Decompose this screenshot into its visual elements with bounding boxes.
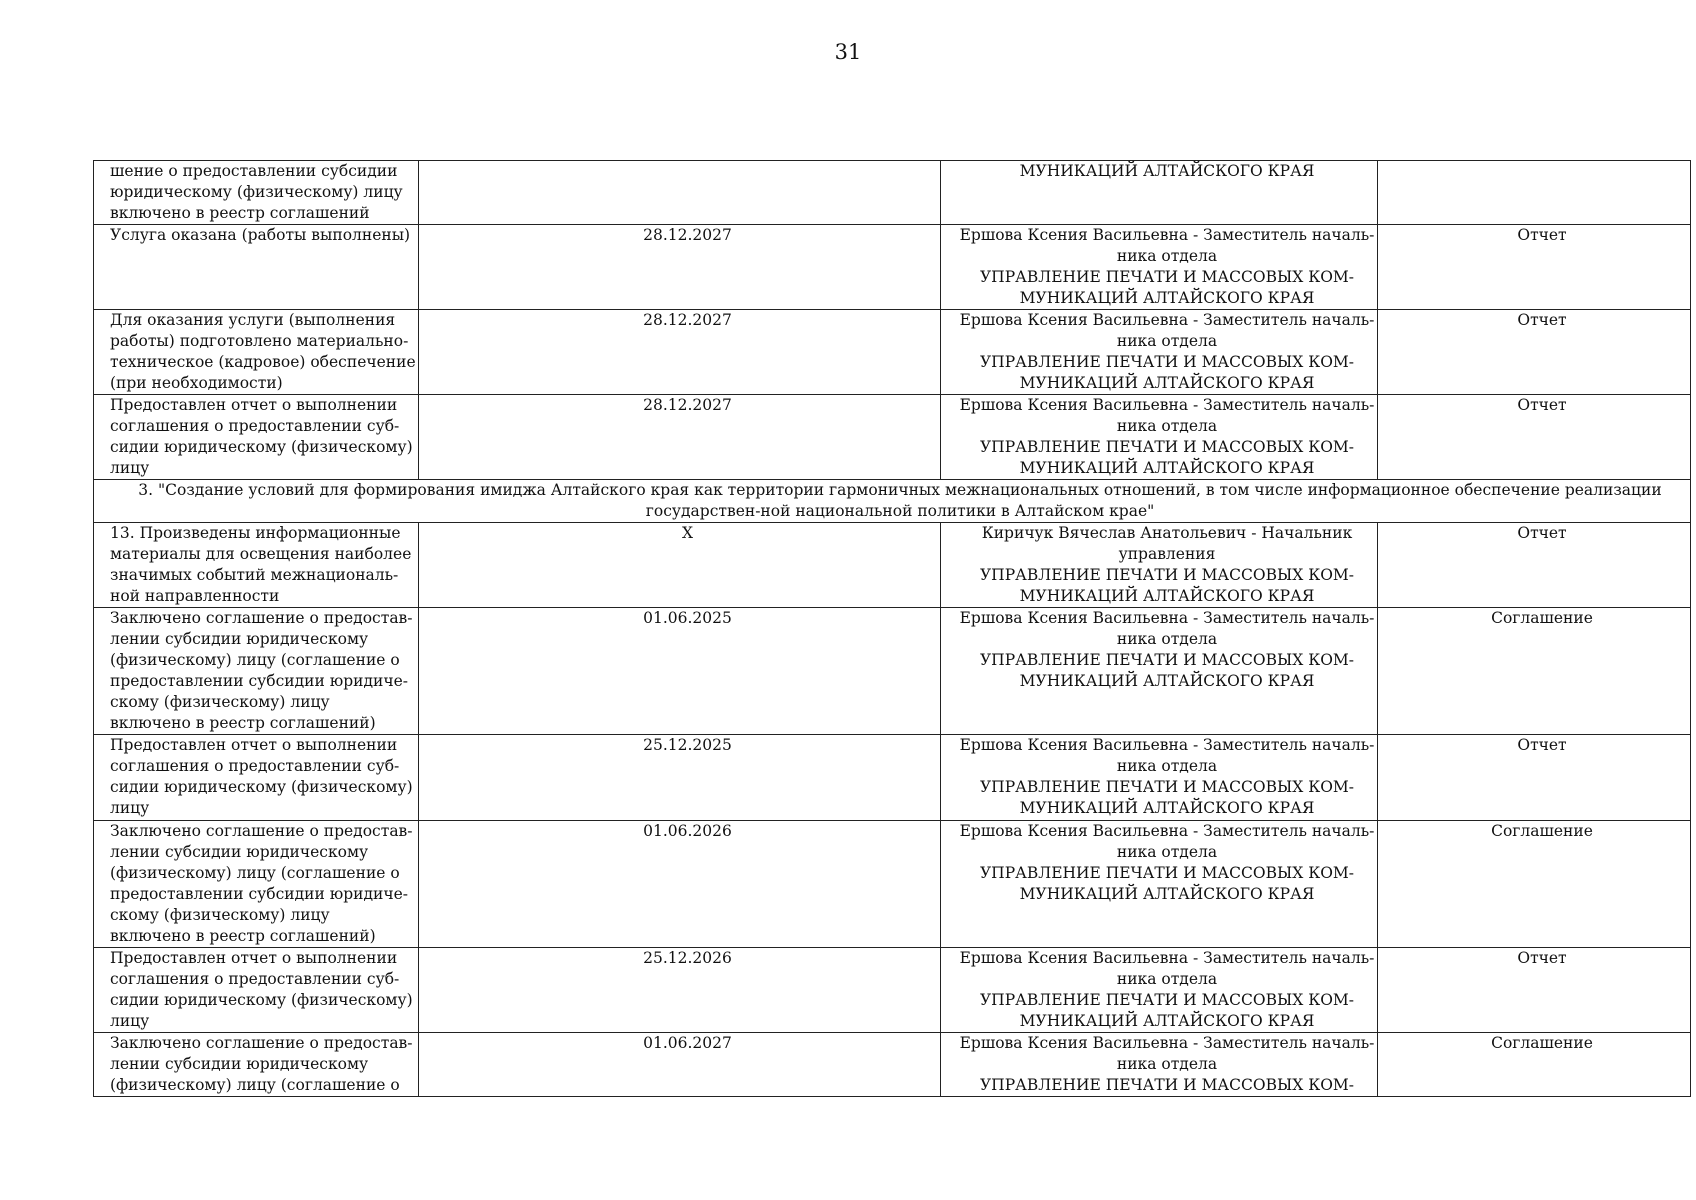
- responsible-cell: [941, 821, 1378, 948]
- document-type: Отчет: [1517, 524, 1567, 542]
- responsible-cell: [941, 161, 1378, 225]
- deadline-cell: [419, 608, 941, 735]
- table-row: [94, 821, 1691, 948]
- deadline-cell: [419, 948, 941, 1033]
- document-type: Отчет: [1517, 311, 1567, 329]
- event-description: Для оказания услуги (выполнения работы) подготовлено материально- техническое (кадровое) обеспечение (при необходимости): [110, 311, 416, 392]
- event-description-cell: [94, 948, 419, 1033]
- responsible-person: Ершова Ксения Васильевна - Заместитель началь- ника отдела: [959, 609, 1375, 648]
- document-type-cell: [1378, 948, 1691, 1033]
- document-type: Отчет: [1517, 396, 1567, 414]
- responsible-organization: УПРАВЛЕНИЕ ПЕЧАТИ И МАССОВЫХ КОМ- МУНИКАЦИЙ АЛТАЙСКОГО КРАЯ: [979, 268, 1355, 307]
- responsible-cell: [941, 310, 1378, 395]
- event-description: шение о предоставлении субсидии юридическому (физическому) лицу включено в реестр соглашений: [110, 162, 403, 222]
- responsible-organization: УПРАВЛЕНИЕ ПЕЧАТИ И МАССОВЫХ КОМ-: [979, 1076, 1355, 1094]
- responsible-cell: [941, 735, 1378, 821]
- responsible-organization: УПРАВЛЕНИЕ ПЕЧАТИ И МАССОВЫХ КОМ- МУНИКАЦИЙ АЛТАЙСКОГО КРАЯ: [979, 353, 1355, 392]
- table-row: [94, 225, 1691, 310]
- deadline-date: 01.06.2025: [643, 609, 732, 627]
- section-title: 3. "Создание условий для формирования имиджа Алтайского края как территории гармоничных межнациональных отношений, в том числе информационное обеспечение реализации государствен-ной национальной политики в Алтайском крае": [138, 481, 1662, 520]
- deadline-date: 25.12.2026: [643, 949, 732, 967]
- document-type-cell: [1378, 1033, 1691, 1097]
- table-row: [94, 161, 1691, 225]
- deadline-date: 25.12.2025: [643, 736, 732, 754]
- section-title-cell: [94, 480, 1691, 523]
- responsible-organization: УПРАВЛЕНИЕ ПЕЧАТИ И МАССОВЫХ КОМ- МУНИКАЦИЙ АЛТАЙСКОГО КРАЯ: [979, 778, 1355, 817]
- deadline-cell: [419, 310, 941, 395]
- event-description: 13. Произведены информационные материалы для освещения наиболее значимых событий межнациональ- ной направленности: [110, 524, 412, 605]
- table-row: [94, 735, 1691, 821]
- responsible-person: Ершова Ксения Васильевна - Заместитель началь- ника отдела: [959, 1034, 1375, 1073]
- responsible-organization: УПРАВЛЕНИЕ ПЕЧАТИ И МАССОВЫХ КОМ- МУНИКАЦИЙ АЛТАЙСКОГО КРАЯ: [979, 864, 1355, 903]
- responsible-cell: [941, 395, 1378, 480]
- event-description-cell: [94, 395, 419, 480]
- page-number: 31: [834, 40, 862, 64]
- event-description-cell: [94, 310, 419, 395]
- responsible-person: Ершова Ксения Васильевна - Заместитель началь- ника отдела: [959, 311, 1375, 350]
- event-description: Предоставлен отчет о выполнении соглашения о предоставлении суб- сидии юридическому (физическому) лицу: [110, 736, 413, 817]
- responsible-cell: [941, 225, 1378, 310]
- deadline-cell: [419, 161, 941, 225]
- responsible-organization: УПРАВЛЕНИЕ ПЕЧАТИ И МАССОВЫХ КОМ- МУНИКАЦИЙ АЛТАЙСКОГО КРАЯ: [979, 651, 1355, 690]
- event-description: Заключено соглашение о предостав- лении субсидии юридическому (физическому) лицу (соглашение о предоставлении субсидии юридиче- скому (физическому) лицу включено в реестр соглашений): [110, 609, 413, 732]
- event-description: Заключено соглашение о предостав- лении субсидии юридическому (физическому) лицу (соглашение о: [110, 1034, 413, 1094]
- document-type: Отчет: [1517, 736, 1567, 754]
- responsible-person: Киричук Вячеслав Анатольевич - Начальник управления: [981, 524, 1353, 563]
- deadline-date: 28.12.2027: [643, 311, 732, 329]
- document-type-cell: [1378, 310, 1691, 395]
- document-type-cell: [1378, 821, 1691, 948]
- responsible-person: Ершова Ксения Васильевна - Заместитель началь- ника отдела: [959, 396, 1375, 435]
- document-type-cell: [1378, 523, 1691, 608]
- table-row: [94, 310, 1691, 395]
- table-row: [94, 395, 1691, 480]
- document-type: Соглашение: [1491, 609, 1593, 627]
- event-description: Предоставлен отчет о выполнении соглашения о предоставлении суб- сидии юридическому (физическому) лицу: [110, 949, 413, 1030]
- deadline-date: 01.06.2026: [643, 822, 732, 840]
- deadline-cell: [419, 735, 941, 821]
- document-type: Отчет: [1517, 226, 1567, 244]
- responsible-person: Ершова Ксения Васильевна - Заместитель началь- ника отдела: [959, 736, 1375, 775]
- responsible-organization: УПРАВЛЕНИЕ ПЕЧАТИ И МАССОВЫХ КОМ- МУНИКАЦИЙ АЛТАЙСКОГО КРАЯ: [979, 566, 1355, 605]
- deadline-cell: [419, 1033, 941, 1097]
- document-type-cell: [1378, 225, 1691, 310]
- responsible-cell: [941, 948, 1378, 1033]
- document-type: Отчет: [1517, 949, 1567, 967]
- responsible-person: Ершова Ксения Васильевна - Заместитель началь- ника отдела: [959, 226, 1375, 265]
- control-points-table: [93, 160, 1691, 1097]
- responsible-person: Ершова Ксения Васильевна - Заместитель началь- ника отдела: [959, 949, 1375, 988]
- deadline-date: 01.06.2027: [643, 1034, 732, 1052]
- event-description-cell: [94, 735, 419, 821]
- event-description-cell: [94, 1033, 419, 1097]
- document-type-cell: [1378, 735, 1691, 821]
- event-description-cell: [94, 608, 419, 735]
- event-description-cell: [94, 225, 419, 310]
- responsible-organization: МУНИКАЦИЙ АЛТАЙСКОГО КРАЯ: [1019, 162, 1315, 180]
- responsible-cell: [941, 523, 1378, 608]
- responsible-person: Ершова Ксения Васильевна - Заместитель началь- ника отдела: [959, 822, 1375, 861]
- table-row: [94, 948, 1691, 1033]
- responsible-organization: УПРАВЛЕНИЕ ПЕЧАТИ И МАССОВЫХ КОМ- МУНИКАЦИЙ АЛТАЙСКОГО КРАЯ: [979, 991, 1355, 1030]
- document-type: Соглашение: [1491, 822, 1593, 840]
- document-type-cell: [1378, 161, 1691, 225]
- deadline-date: 28.12.2027: [643, 226, 732, 244]
- responsible-cell: [941, 608, 1378, 735]
- document-type-cell: [1378, 395, 1691, 480]
- document-type-cell: [1378, 608, 1691, 735]
- document-type: Соглашение: [1491, 1034, 1593, 1052]
- table-row: [94, 1033, 1691, 1097]
- deadline-date: 28.12.2027: [643, 396, 732, 414]
- event-description-cell: [94, 523, 419, 608]
- deadline-cell: [419, 821, 941, 948]
- responsible-organization: УПРАВЛЕНИЕ ПЕЧАТИ И МАССОВЫХ КОМ- МУНИКАЦИЙ АЛТАЙСКОГО КРАЯ: [979, 438, 1355, 477]
- responsible-cell: [941, 1033, 1378, 1097]
- event-description-cell: [94, 821, 419, 948]
- section-row: [94, 480, 1691, 523]
- deadline-cell: [419, 225, 941, 310]
- event-description-cell: [94, 161, 419, 225]
- event-description: Заключено соглашение о предостав- лении субсидии юридическому (физическому) лицу (соглашение о предоставлении субсидии юридиче- скому (физическому) лицу включено в реестр соглашений): [110, 822, 413, 945]
- event-description: Предоставлен отчет о выполнении соглашения о предоставлении суб- сидии юридическому (физическому) лицу: [110, 396, 413, 477]
- deadline-cell: [419, 395, 941, 480]
- table-row: [94, 523, 1691, 608]
- event-description: Услуга оказана (работы выполнены): [110, 226, 411, 244]
- table-row: [94, 608, 1691, 735]
- deadline-cell: [419, 523, 941, 608]
- deadline-date: X: [681, 524, 694, 542]
